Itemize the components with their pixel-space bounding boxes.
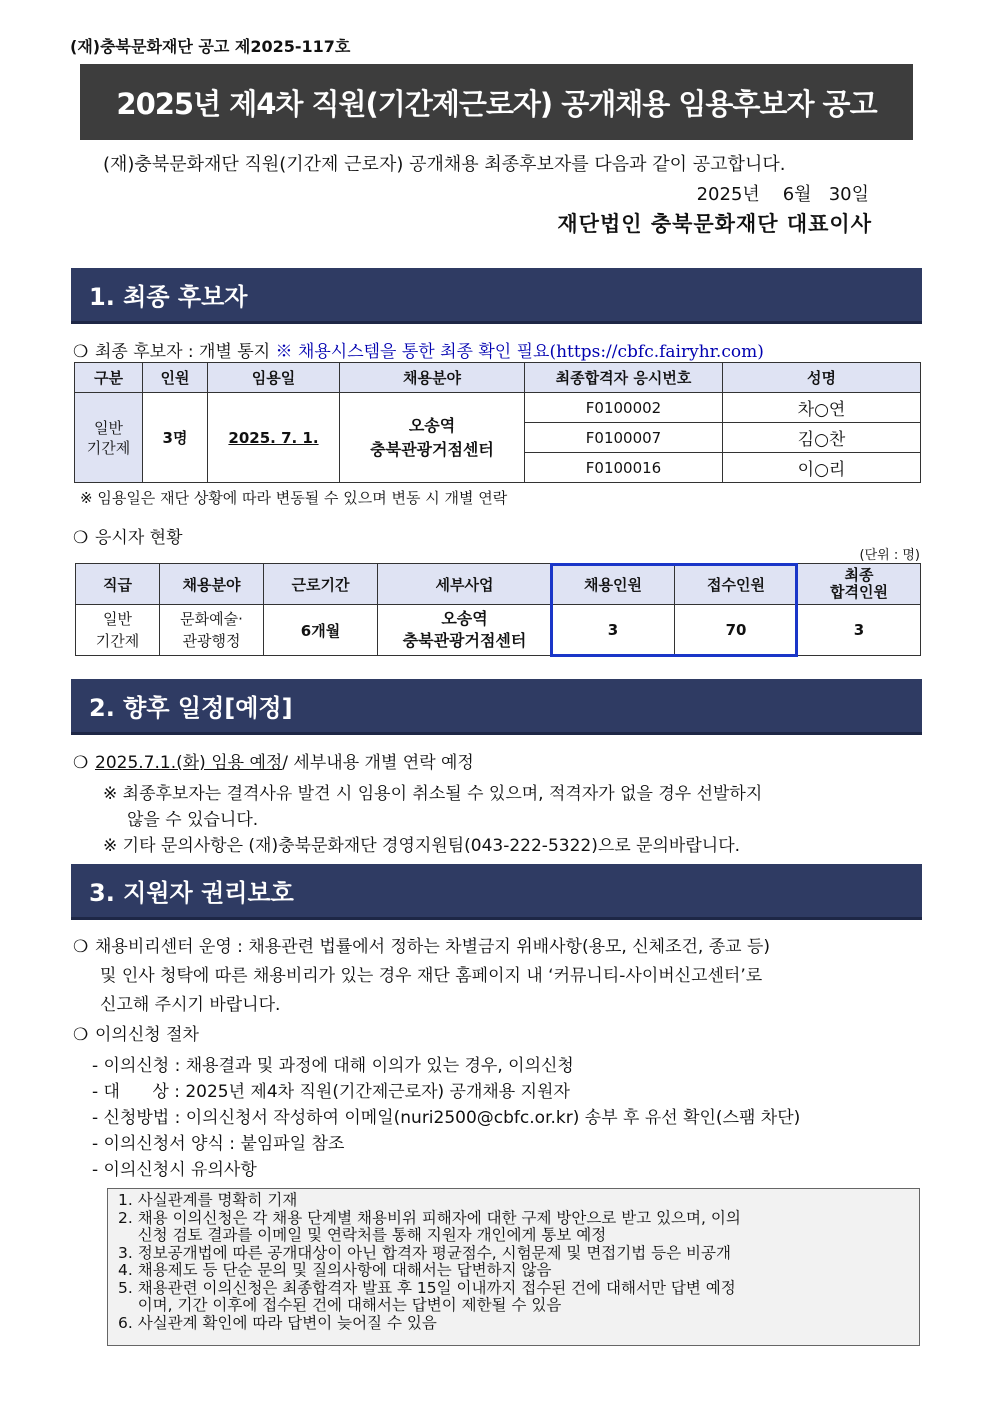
schedule-detail: / 세부내용 개별 연락 예정	[282, 753, 474, 773]
status-cell: 70	[675, 605, 798, 656]
notice-number: (재)충북문화재단 공고 제2025-117호	[70, 37, 351, 56]
col-header: 인원	[143, 363, 208, 393]
bullet-icon: ❍	[73, 1025, 89, 1045]
highlight-box	[550, 563, 798, 657]
status-cell: 6개월	[264, 605, 378, 656]
date-cell: 2025. 7. 1.	[208, 393, 340, 483]
col-header: 채용인원	[552, 564, 675, 605]
signer: 재단법인 충북문화재단 대표이사	[557, 211, 872, 236]
note-item: 이며, 기간 이후에 접수된 건에 대해서는 답변이 제한될 수 있음	[118, 1296, 562, 1314]
col-header: 직급	[76, 564, 160, 605]
section-2-header: 2. 향후 일정[예정]	[71, 679, 922, 735]
rights-line-2: 및 인사 청탁에 따른 채용비리가 있는 경우 재단 홈페이지 내 ‘커뮤니티-사이버신고센터’로	[100, 966, 763, 986]
final-candidate-table	[74, 362, 921, 483]
objection-item: - 이의신청 : 채용결과 및 과정에 대해 이의가 있는 경우, 이의신청	[92, 1056, 574, 1076]
status-cell: 3	[552, 605, 675, 656]
note-item: 2. 채용 이의신청은 각 채용 단계별 채용비위 피해자에 대한 구제 방안으로 받고 있으며, 이의	[118, 1208, 741, 1227]
applicant-id: F0100007	[525, 423, 723, 453]
bullet-icon: ❍	[73, 753, 89, 773]
notice-date: 2025년 6월 30일	[696, 184, 869, 205]
schedule-line	[73, 748, 474, 773]
category-cell: 일반 기간제	[75, 393, 143, 483]
applicant-name: 차○연	[723, 393, 921, 423]
status-cell: 3	[798, 605, 921, 656]
applicant-status-line	[73, 523, 183, 548]
unit-label: (단위 : 명)	[859, 548, 920, 563]
objection-item: - 대 상 : 2025년 제4차 직원(기간제근로자) 공개채용 지원자	[92, 1082, 570, 1102]
schedule-note-2: ※ 기타 문의사항은 (재)충북문화재단 경영지원팀(043-222-5322)으로 문의바랍니다.	[103, 836, 741, 856]
section-3-header: 3. 지원자 권리보호	[71, 864, 922, 920]
col-header: 세부사업	[378, 564, 552, 605]
intro-text: (재)충북문화재단 직원(기간제 근로자) 공개채용 최종후보자를 다음과 같이 공고합니다.	[103, 154, 786, 175]
bullet-icon: ❍	[73, 528, 89, 548]
objection-item: - 이의신청시 유의사항	[92, 1160, 257, 1180]
col-header: 채용분야	[340, 363, 525, 393]
note-item: 신청 검토 결과를 이메일 및 연락처를 통해 지원자 개인에게 통보 예정	[118, 1226, 607, 1244]
note-item: 6. 사실관계 확인에 따라 답변이 늦어질 수 있음	[118, 1313, 437, 1332]
applicant-status-text: 응시자 현황	[95, 528, 183, 548]
date-change-note: ※ 임용일은 재단 상황에 따라 변동될 수 있으며 변동 시 개별 연락	[80, 489, 508, 507]
count-cell: 3명	[143, 393, 208, 483]
schedule-note-1-cont: 않을 수 있습니다.	[127, 810, 259, 830]
rights-line-3: 신고해 주시기 바랍니다.	[100, 995, 281, 1015]
col-header: 근로기간	[264, 564, 378, 605]
objection-heading	[73, 1020, 199, 1045]
col-header: 접수인원	[675, 564, 798, 605]
col-header: 성명	[723, 363, 921, 393]
bullet-icon: ❍	[73, 342, 89, 362]
col-header: 구분	[75, 363, 143, 393]
applicant-id: F0100016	[525, 453, 723, 483]
applicant-id: F0100002	[525, 393, 723, 423]
note-item: 1. 사실관계를 명확히 기재	[118, 1191, 298, 1209]
section-1-header: 1. 최종 후보자	[71, 268, 922, 324]
objection-item: - 이의신청서 양식 : 붙임파일 참조	[92, 1134, 345, 1154]
objection-heading-text: 이의신청 절차	[95, 1025, 199, 1045]
note-item: 4. 채용제도 등 단순 문의 및 질의사항에 대해서는 답변하지 않음	[118, 1261, 552, 1279]
final-candidate-line	[73, 337, 764, 362]
system-check-note[interactable]: ※ 채용시스템을 통한 최종 확인 필요(https://cbfc.fairyhr.com)	[275, 342, 764, 362]
objection-item: - 신청방법 : 이의신청서 작성하여 이메일(nuri2500@cbfc.or.kr) 송부 후 유선 확인(스팸 차단)	[92, 1108, 801, 1128]
page-title: 2025년 제4차 직원(기간제근로자) 공개채용 임용후보자 공고	[80, 64, 913, 140]
status-cell: 오송역 충북관광거점센터	[378, 605, 552, 656]
applicant-name: 이○리	[723, 453, 921, 483]
appointment-date: 2025.7.1.(화) 임용 예정	[95, 753, 283, 773]
final-candidate-text: 최종 후보자 : 개별 통지	[95, 342, 271, 362]
field-cell: 오송역 충북관광거점센터	[340, 393, 525, 483]
col-header: 최종합격자 응시번호	[525, 363, 723, 393]
status-cell: 일반 기간제	[76, 605, 160, 656]
applicant-name: 김○찬	[723, 423, 921, 453]
schedule-note-1: ※ 최종후보자는 결격사유 발견 시 임용이 취소될 수 있으며, 적격자가 없을 경우 선발하지	[103, 784, 763, 804]
note-item: 3. 정보공개법에 따른 공개대상이 아닌 합격자 평균점수, 시험문제 및 면접기법 등은 비공개	[118, 1243, 731, 1262]
bullet-icon: ❍	[73, 937, 89, 957]
objection-notes-box	[107, 1188, 920, 1346]
col-header: 임용일	[208, 363, 340, 393]
col-header: 채용분야	[160, 564, 264, 605]
status-cell: 문화예술· 관광행정	[160, 605, 264, 656]
rights-paragraph	[73, 932, 770, 957]
rights-line-1: 채용비리센터 운영 : 채용관련 법률에서 정하는 차별금지 위배사항(용모, 신체조건, 종교 등)	[95, 937, 771, 957]
col-header: 최종 합격인원	[798, 564, 921, 605]
note-item: 5. 채용관련 이의신청은 최종합격자 발표 후 15일 이내까지 접수된 건에 대해서만 답변 예정	[118, 1278, 736, 1297]
